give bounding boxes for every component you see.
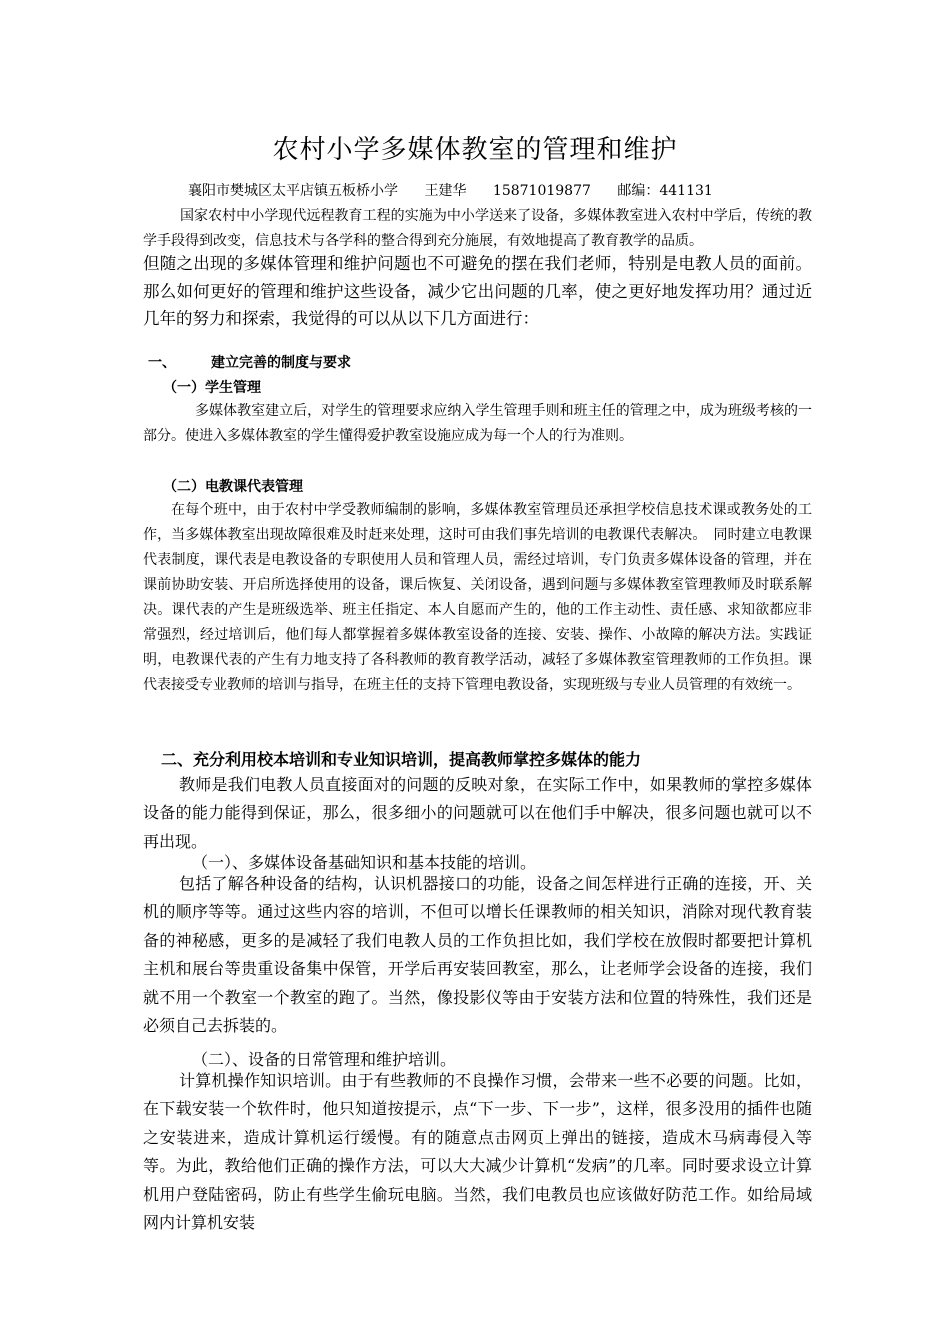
section2-sub2-heading: （二）、设备的日常管理和维护培训。 [192,1050,457,1069]
section2-intro: 教师是我们电教人员直接面对的问题的反映对象，在实际工作中，如果教师的掌控多媒体设备的能力能得到保证，那么，很多细小的问题就可以在他们手中解决，很多问题也就可以不再出现。 [143,775,812,851]
document-title: 农村小学多媒体教室的管理和维护 [272,135,678,165]
postcode: 邮编：441131 [617,183,713,199]
section2-sub2-body: 计算机操作知识培训。由于有些教师的不良操作习惯，会带来一些不必要的问题。比如，在下载安装一个软件时，他只知道按提示，点“下一步、下一步”，这样，很多没用的插件也随之安装进来，造成计算机运行缓慢。有的随意点击网页上弹出的链接，造成木马病毒侵入等等。为此，教给他们正确的操作方法，可以大大减少计算机“发病”的几率。同时要求设立计算机用户登陆密码，防止有些学生偷玩电脑。当然，我们电教员也应该做好防范工作。如给局域网内计算机安装 [143,1071,812,1233]
author-name: 王建华 [424,183,467,199]
section1-heading: 建立完善的制度与要求 [211,355,351,371]
intro-paragraph-part1: 国家农村中小学现代远程教育工程的实施为中小学送来了设备，多媒体教室进入农村中学后，传统的教学手段得到改变，信息技术与各学科的整合得到充分施展，有效地提高了教育教学的品质。 [143,208,812,249]
school-name: 襄阳市樊城区太平店镇五板桥小学 [188,183,398,199]
section1-sub1-heading: （一）学生管理 [163,380,261,396]
author-byline [188,180,735,200]
section1-sub1-body: 多媒体教室建立后，对学生的管理要求应纳入学生管理手则和班主任的管理之中，成为班级考核的一部分。使进入多媒体教室的学生懂得爱护教室设施应成为每一个人的行为准则。 [143,403,812,444]
section1-sub2-body: 在每个班中，由于农村中学受教师编制的影响，多媒体教室管理员还承担学校信息技术课或教务处的工作，当多媒体教室出现故障很难及时赶来处理，这时可由我们事先培训的电教课代表解决。 同时建立电教课代表制度，课代表是电教设备的专职使用人员和管理人员，需经过培训，专门负责多媒体设备的管理，并在课前协助安装、开启所选择使用的设备，课后恢复、关闭设备，遇到问题与多媒体教室管理教师及时联系解决。课代表的产生是班级选举、班主任指定、本人自愿而产生的，他的工作主动性、责任感、求知欲都应非常强烈，经过培训后，他们每人都掌握着多媒体教室设备的连接、安装、操作、小故障的解决方法。实践证明，电教课代表的产生有力地支持了各科教师的教育教学活动，减轻了多媒体教室管理教师的工作负担。课代表接受专业教师的培训与指导，在班主任的支持下管理电教设备，实现班级与专业人员管理的有效统一。 [143,502,812,693]
section2-sub1-body: 包括了解各种设备的结构，认识机器接口的功能，设备之间怎样进行正确的连接，开、关机的顺序等等。通过这些内容的培训，不但可以增长任课教师的相关知识，消除对现代教育装备的神秘感，更多的是减轻了我们电教人员的工作负担比如，我们学校在放假时都要把计算机主机和展台等贵重设备集中保管，开学后再安装回教室，那么，让老师学会设备的连接，我们就不用一个教室一个教室的跑了。当然，像投影仪等由于安装方法和位置的特殊性，我们还是必须自己去拆装的。 [143,874,812,1036]
section2-sub1-heading: （一）、多媒体设备基础知识和基本技能的培训。 [192,853,537,872]
intro-paragraph-part2: 但随之出现的多媒体管理和维护问题也不可避免的摆在我们老师，特别是电教人员的面前。那么如何更好的管理和维护这些设备，减少它出问题的几率，使之更好地发挥功用？通过近几年的努力和探索，我觉得的可以从以下几方面进行： [143,254,812,328]
author-phone: 15871019877 [492,183,591,199]
section1-sub2-heading: （二）电教课代表管理 [163,479,303,495]
section1-number: 一、 [148,355,176,371]
section2-heading: 二、充分利用校本培训和专业知识培训，提高教师掌控多媒体的能力 [161,750,642,769]
